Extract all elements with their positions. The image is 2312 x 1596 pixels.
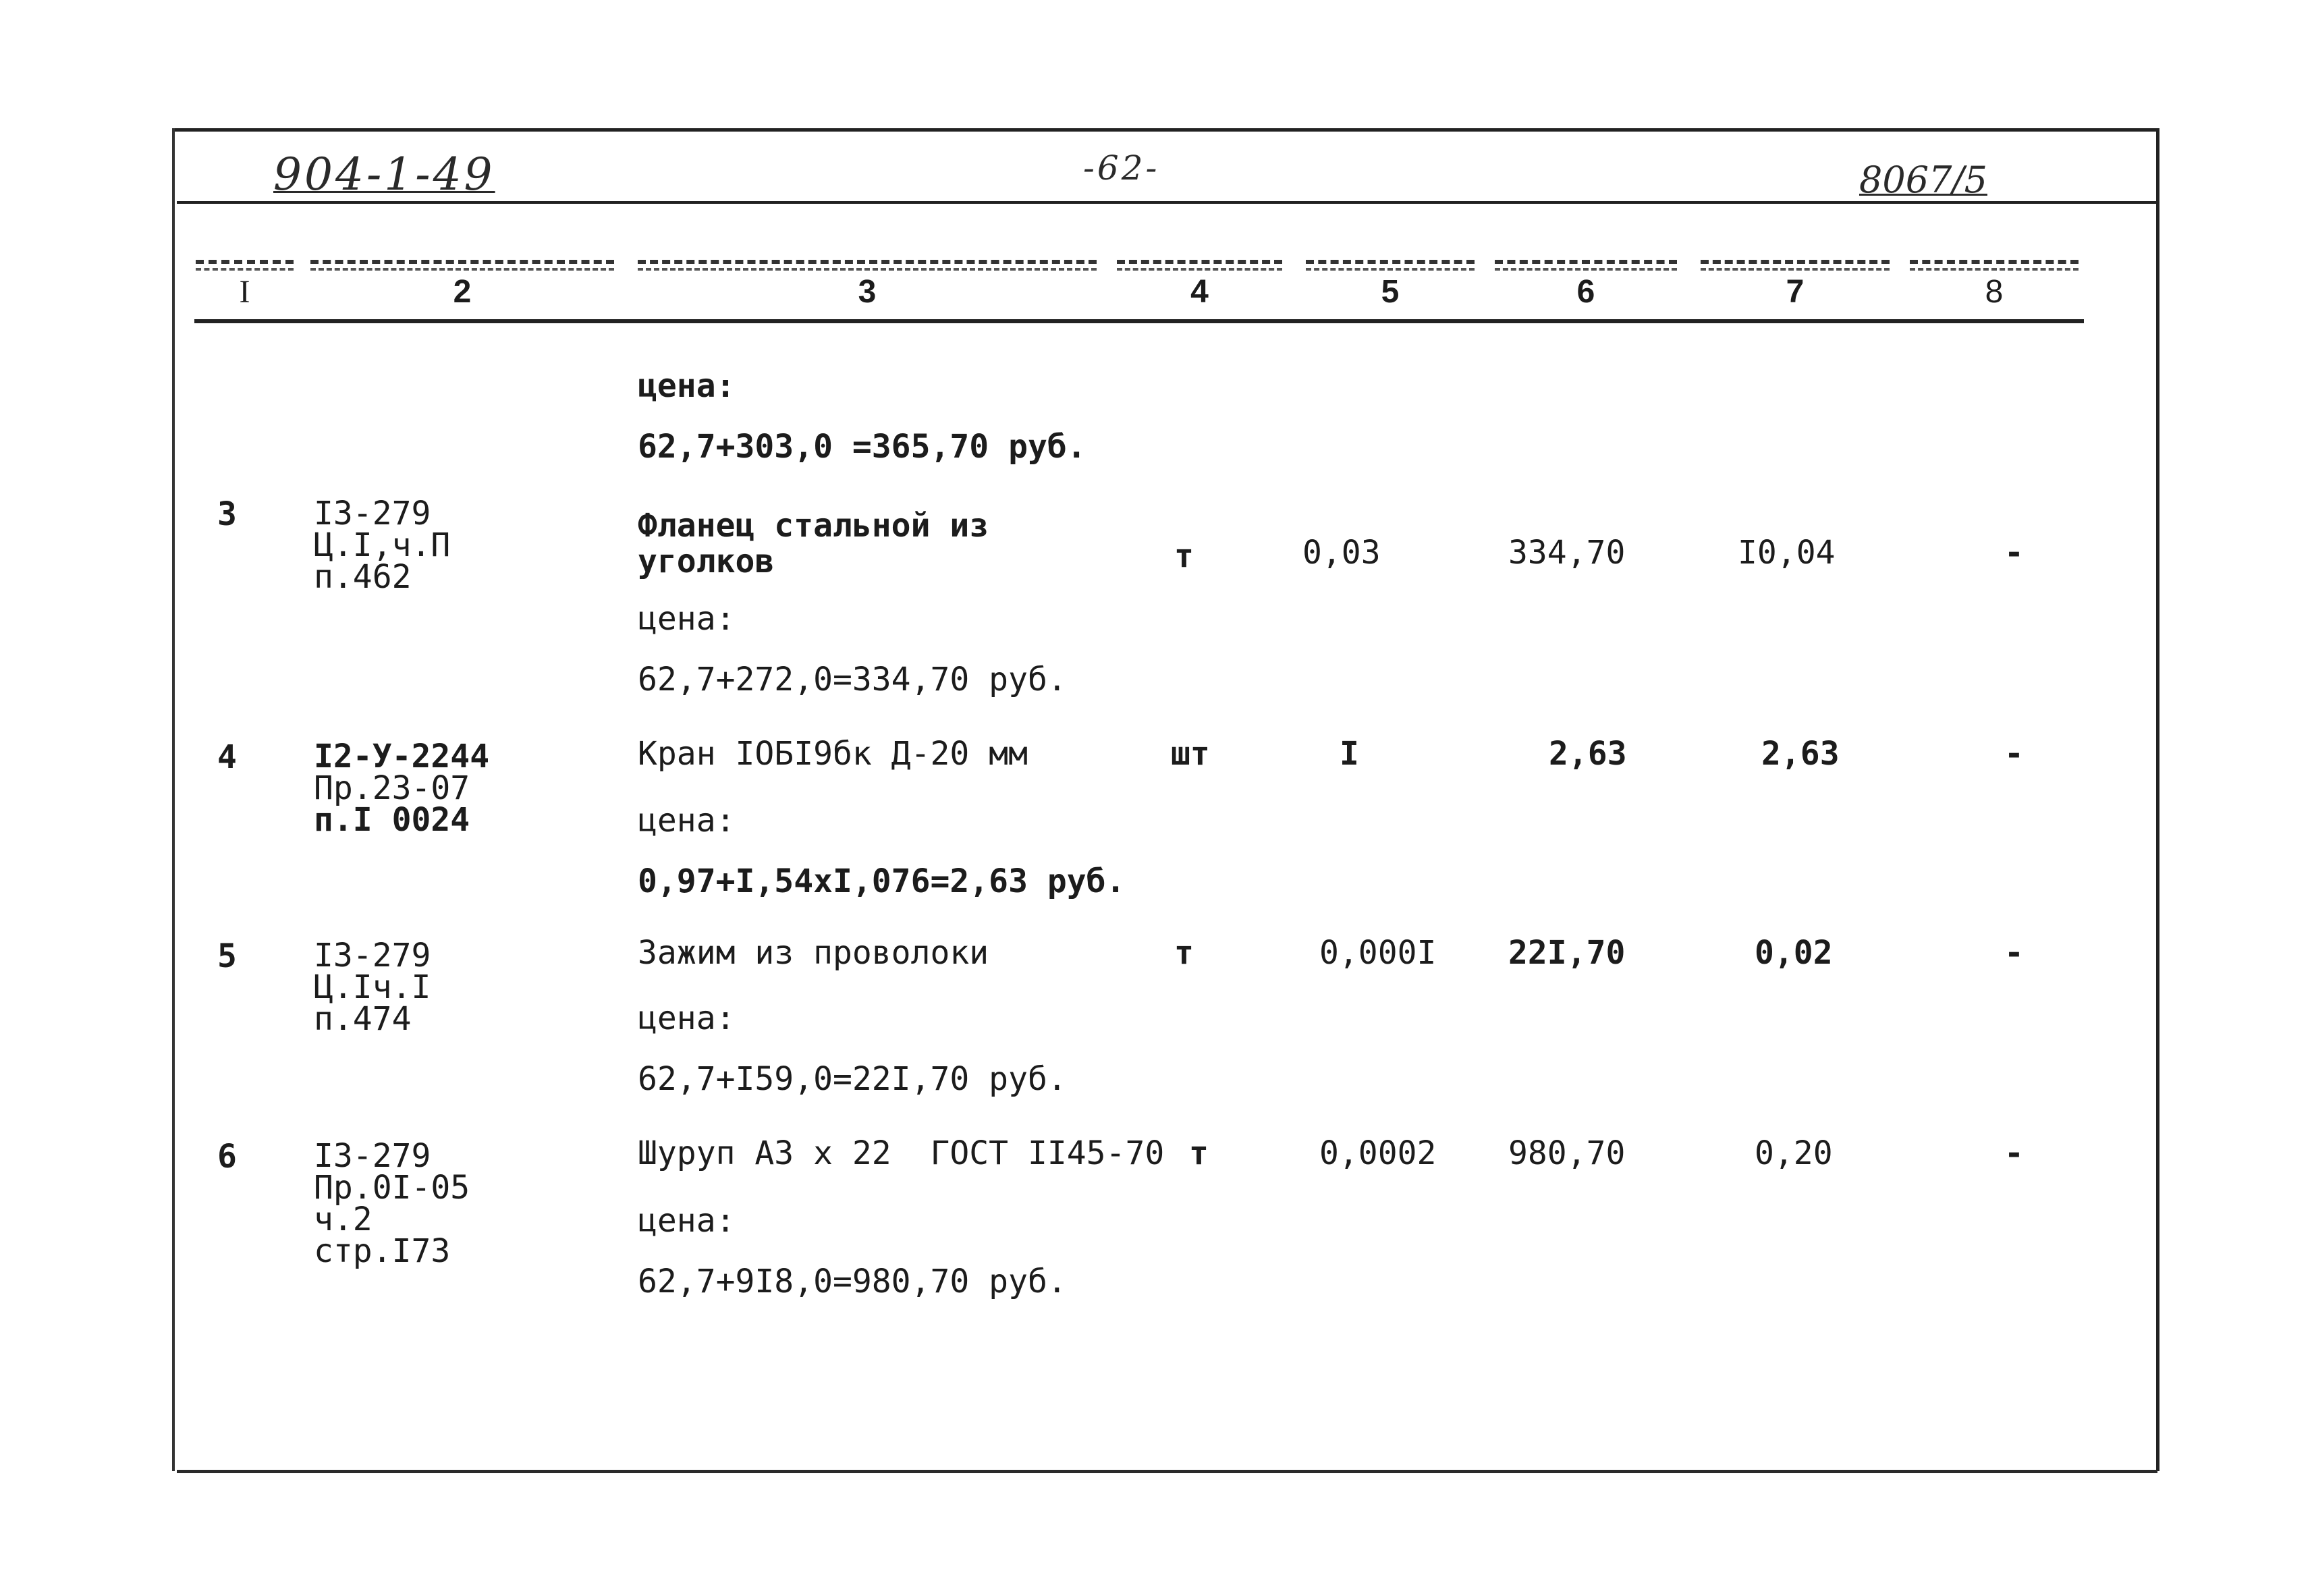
item-name-line: Фланец стальной из [638,507,989,545]
price-label: цена: [638,1202,736,1240]
reference-line: I3-279 [314,495,431,532]
page-number: -62- [1083,148,1160,188]
reference-line: Пр.0I-05 [314,1169,470,1207]
price-label: цена: [638,999,736,1037]
reference-line: п.462 [314,558,412,596]
quantity: 0,0002 [1319,1134,1437,1172]
frame-left-border [172,128,175,1471]
price-formula: 62,7+9I8,0=980,70 руб. [638,1263,1067,1300]
reference-line: Пр.23-07 [314,769,470,807]
frame-bottom-border [177,1470,2157,1473]
column-8-value: - [2004,735,2024,773]
price-formula: 62,7+272,0=334,70 руб. [638,661,1067,698]
reference-line: I3-279 [314,937,431,974]
quantity: 0,03 [1302,534,1381,572]
unit-price: 334,70 [1508,534,1626,572]
reference-line: I3-279 [314,1137,431,1175]
column-8-value: - [2004,534,2024,572]
column-header-4: 4 [1117,253,1282,321]
continuation-price-label: цена: [638,367,736,405]
quantity: 0,000I [1319,934,1437,972]
price-label: цена: [638,802,736,840]
column-header-6: 6 [1495,253,1677,321]
reference-line: п.474 [314,1000,412,1038]
price-formula: 0,97+I,54xI,076=2,63 руб. [638,862,1126,900]
reference-line: п.I 0024 [314,801,470,839]
frame-top-border [172,128,2159,132]
column-8-value: - [2004,1134,2024,1172]
total: 2,63 [1761,735,1840,773]
column-header-7: 7 [1701,253,1890,321]
reference-line: стр.I73 [314,1232,451,1270]
unit: шт [1171,735,1210,773]
total: 0,02 [1755,934,1833,972]
document-code: 904-1-49 [273,148,495,200]
column-header-rule [194,319,2084,323]
row-number: 4 [217,738,237,776]
total: 0,20 [1755,1134,1833,1172]
unit-price: 22I,70 [1508,934,1626,972]
frame-right-border [2156,128,2159,1471]
header-rule [177,201,2156,204]
column-header-2: 2 [310,253,614,321]
quantity: I [1340,735,1359,773]
column-header-8: 8 [1910,253,2079,321]
unit: т [1174,537,1194,575]
reference-line: Ц.I,ч.П [314,526,451,564]
unit-price: 2,63 [1549,735,1627,773]
continuation-price-formula: 62,7+303,0 =365,70 руб. [638,428,1086,466]
unit: т [1189,1134,1209,1172]
unit-price: 980,70 [1508,1134,1626,1172]
column-header-5: 5 [1306,253,1475,321]
reference-line: Ц.Iч.I [314,968,431,1006]
item-name-line: Шуруп А3 х 22 ГОСТ II45-70 [638,1134,1165,1172]
price-formula: 62,7+I59,0=22I,70 руб. [638,1060,1067,1098]
column-8-value: - [2004,934,2024,972]
price-label: цена: [638,600,736,638]
row-number: 3 [217,495,237,533]
item-name-line: Зажим из проволоки [638,934,989,972]
column-header-1: I [196,253,294,321]
row-number: 5 [217,937,237,975]
total: I0,04 [1738,534,1836,572]
row-number: 6 [217,1138,237,1176]
column-header-3: 3 [638,253,1097,321]
item-name-line: Кран IОБI9бк Д-20 мм [638,735,1028,773]
item-name-line: уголков [638,543,775,580]
sheet-number: 8067/5 [1859,159,1987,201]
reference-line: I2-У-2244 [314,738,490,775]
unit: т [1174,934,1194,972]
reference-line: ч.2 [314,1201,373,1238]
